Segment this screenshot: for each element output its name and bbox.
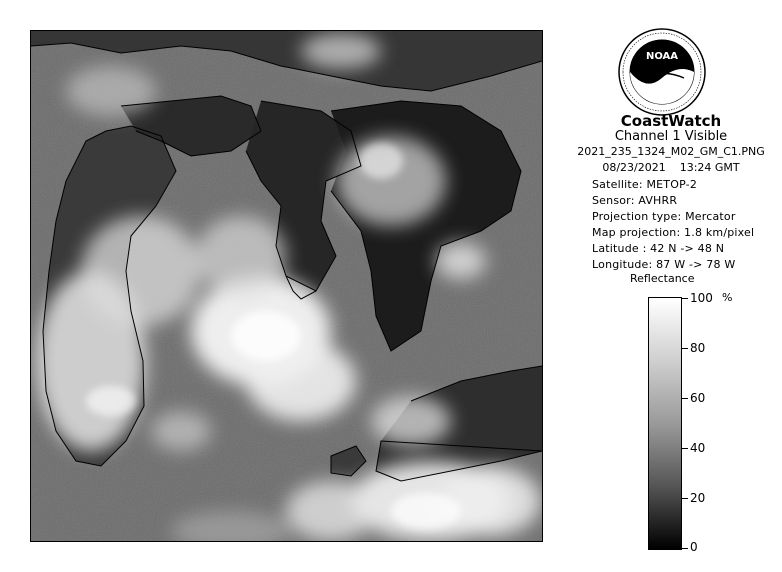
reflectance-unit: %	[722, 291, 733, 304]
noaa-logo-text: NOAA	[645, 51, 679, 62]
satellite-info: Satellite: METOP-2	[592, 178, 698, 191]
colorbar-label: 60	[690, 391, 706, 405]
colorbar-label: 0	[690, 540, 698, 554]
colorbar-label: 20	[690, 491, 706, 505]
noaa-logo-svg	[618, 28, 706, 116]
colorbar-tick	[682, 398, 688, 399]
longitude-info: Longitude: 87 W -> 78 W	[592, 258, 736, 271]
colorbar-tick	[682, 448, 688, 449]
colorbar-tick	[682, 298, 688, 299]
sensor-info: Sensor: AVHRR	[592, 194, 678, 207]
satellite-image	[30, 30, 543, 542]
reflectance-colorbar	[648, 297, 682, 550]
satellite-map-svg	[31, 31, 542, 541]
channel-label: Channel 1 Visible	[614, 129, 728, 144]
colorbar-label: 100	[690, 291, 713, 305]
map-projection-info: Map projection: 1.8 km/pixel	[592, 226, 755, 239]
noaa-logo	[618, 28, 706, 116]
colorbar-label: 80	[690, 341, 706, 355]
colorbar-tick	[682, 348, 688, 349]
colorbar-tick	[682, 548, 688, 549]
reflectance-scale-title: Reflectance	[630, 272, 695, 285]
projection-type-info: Projection type: Mercator	[592, 210, 736, 223]
brand-title: CoastWatch	[620, 112, 722, 130]
latitude-info: Latitude : 42 N -> 48 N	[592, 242, 725, 255]
colorbar-label: 40	[690, 441, 706, 455]
colorbar-tick	[682, 498, 688, 499]
image-filename: 2021_235_1324_M02_GM_C1.PNG	[577, 145, 765, 158]
image-datetime: 08/23/2021 13:24 GMT	[602, 161, 740, 174]
